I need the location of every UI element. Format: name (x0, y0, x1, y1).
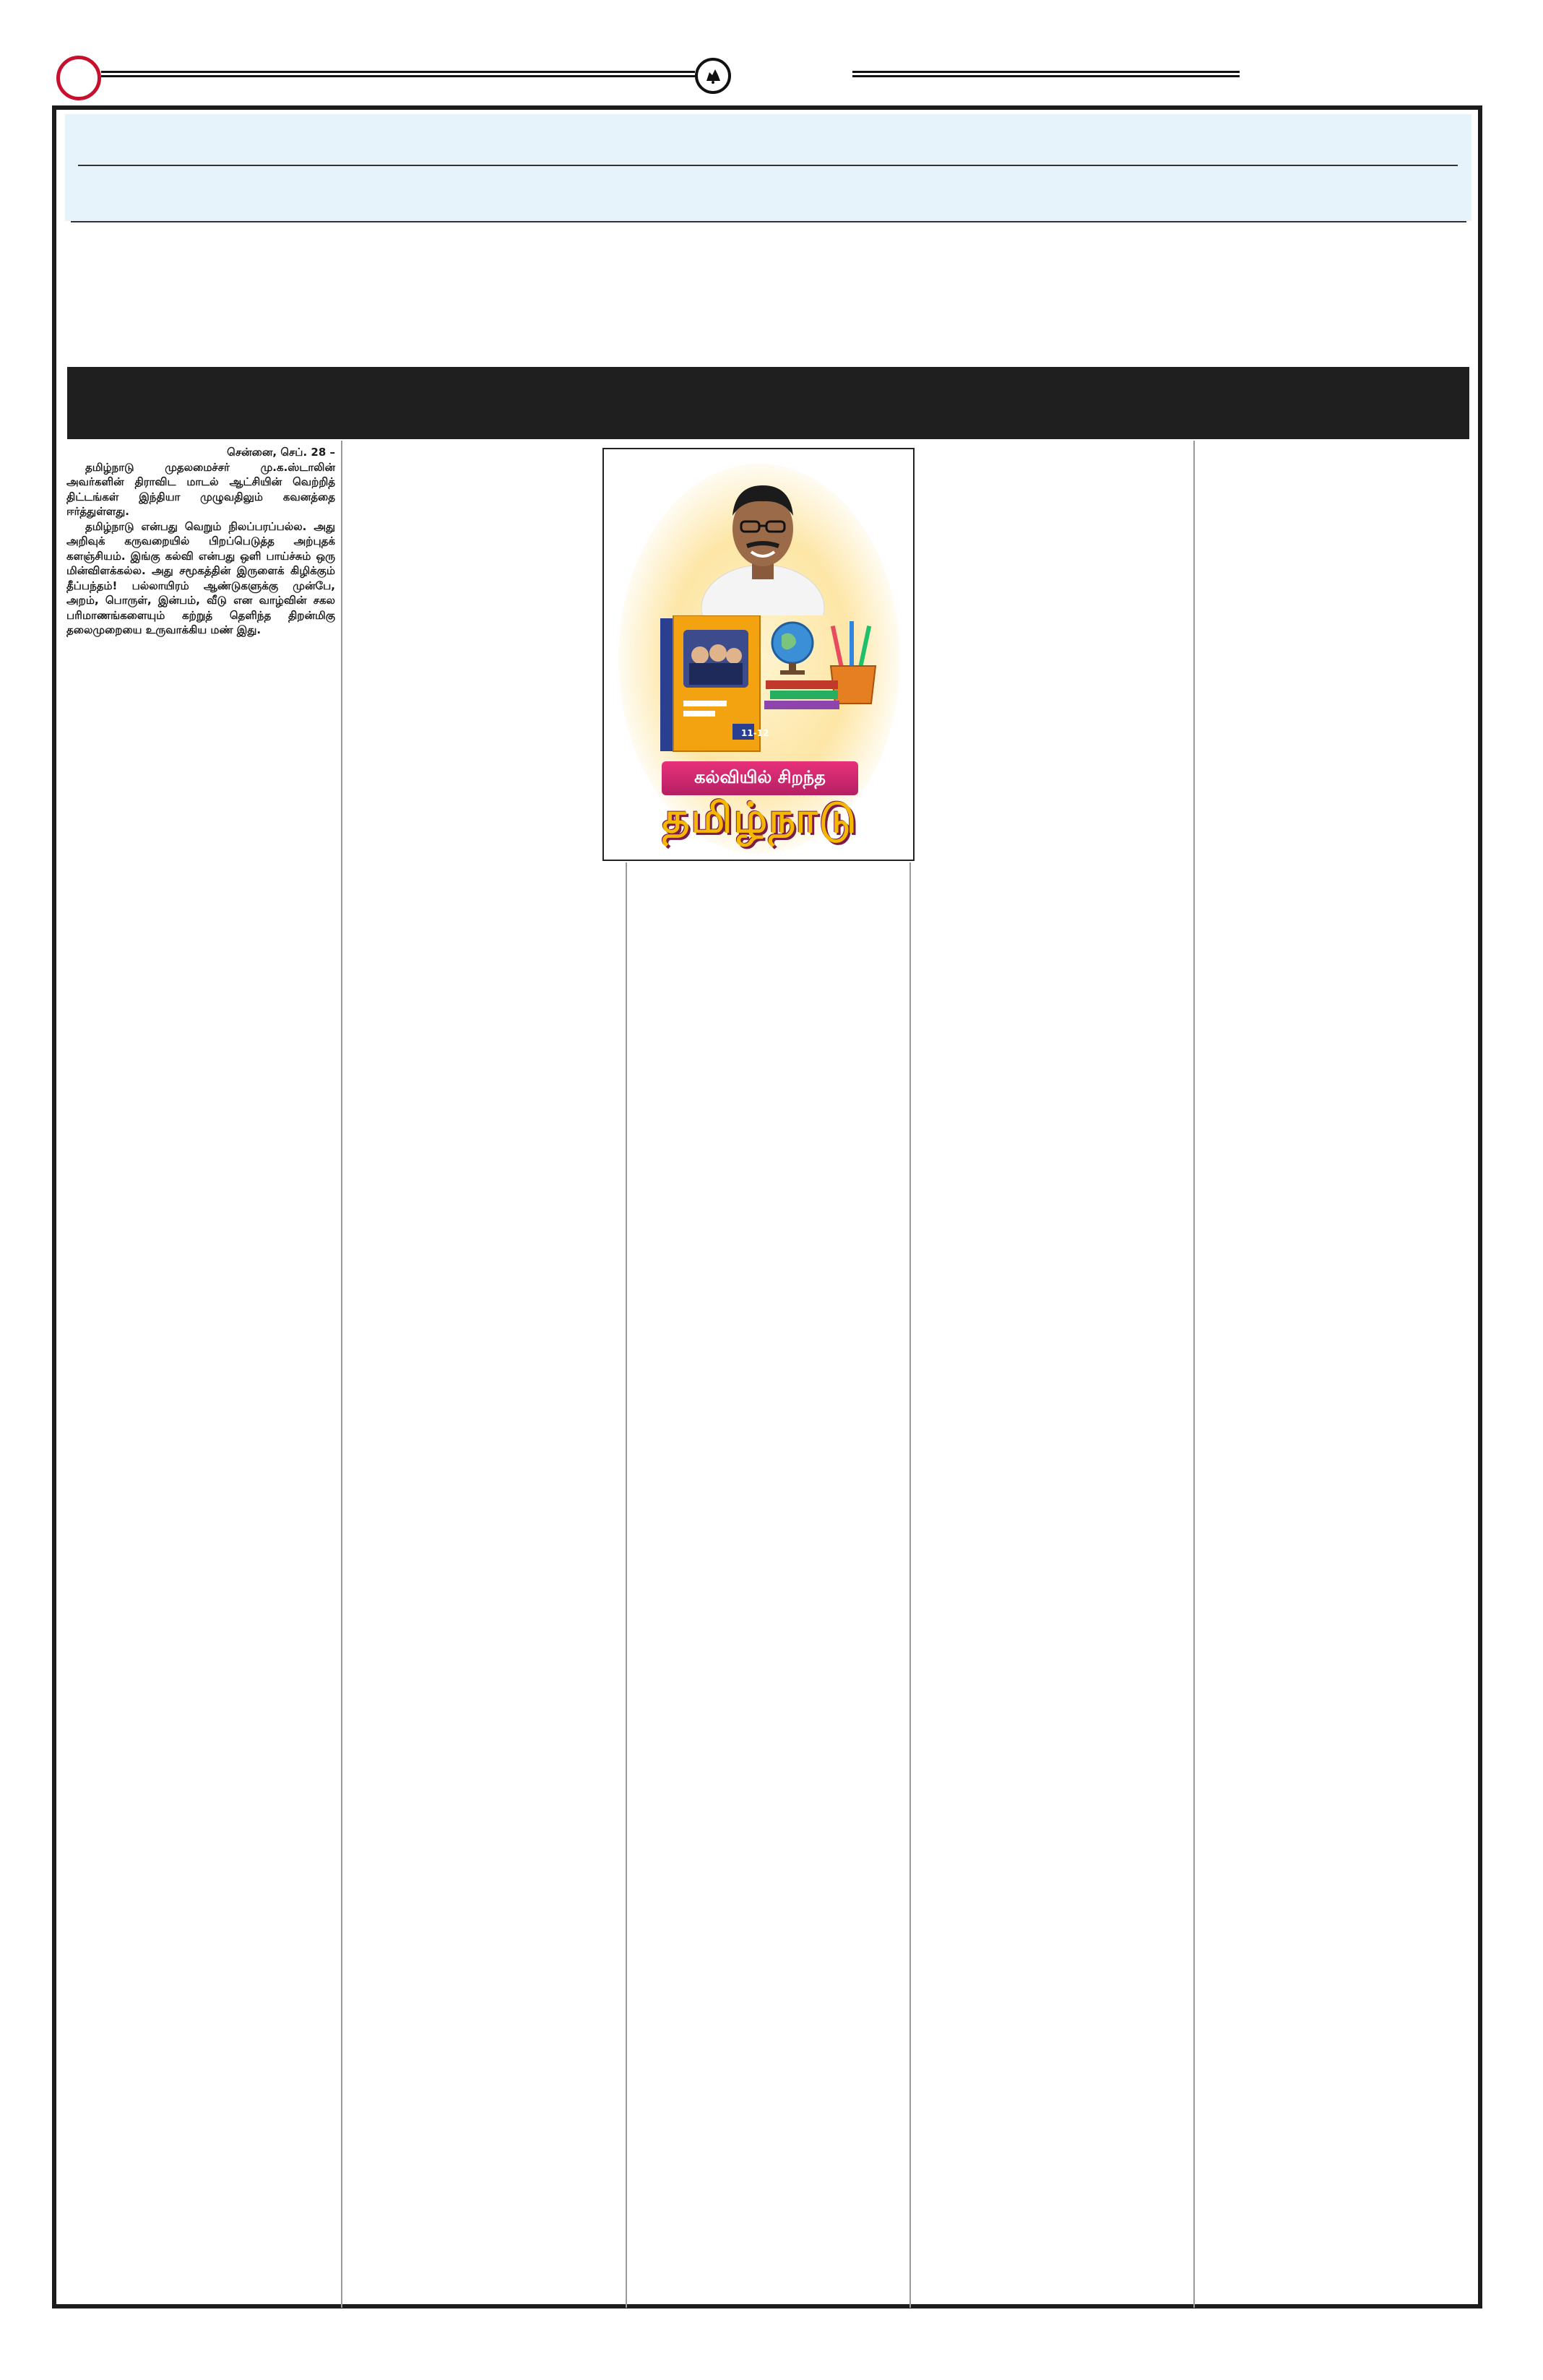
ad-caption: கல்வியில் சிறந்த (662, 761, 858, 795)
header-band-bottom-rule (71, 221, 1466, 222)
column-rule-1 (341, 441, 342, 2308)
header-band (65, 114, 1471, 221)
masthead-rule-right (852, 71, 1240, 77)
globe-icon (767, 620, 818, 678)
column-rule-2 (626, 862, 627, 2308)
headline-banner (67, 367, 1469, 439)
portrait-image (691, 471, 835, 615)
masthead-rule-left (101, 71, 695, 77)
emblem-icon (695, 58, 731, 94)
advertisement (602, 448, 915, 861)
article-paragraph: தமிழ்நாடு என்பது வெறும் நிலப்பரப்பல்ல. அது அறிவுக் கருவறையில் பிறப்பெடுத்த அற்புதக் களஞ்சியம். இங்கு கல்வி என்பது ஒளி பாய்ச்சும் ஒரு மின்விளக்கல்ல. அது சமூகத்தின் இருளைக் கிழிக்கும் தீப்பந்தம்! பல்லாயிரம் ஆண்டுகளுக்கு முன்பே, அறம், பொருள், இன்பம், வீடு என வாழ்வின் சகல பரிமாணங்களையும் கற்றுத் தெளிந்த திறன்மிகு தலைமுறையை உருவாக்கிய மண் இது. (66, 519, 335, 636)
books-stack-icon (763, 678, 842, 714)
article-paragraph: தமிழ்நாடு முதலமைச்சர் மு.க.ஸ்டாலின் அவர்களின் திராவிட மாடல் ஆட்சியின் வெற்றித் திட்டங்கள் இந்தியா முழுவதிலும் கவனத்தை ஈர்த்துள்ளது. (66, 460, 335, 518)
column-rule-4 (1193, 441, 1195, 2308)
article-dateline: சென்னை, செப். 28 – (227, 446, 335, 459)
header-band-rule (78, 165, 1458, 166)
page-marker (56, 56, 101, 100)
column-rule-3 (909, 862, 911, 2308)
book-grade-label: 11-12 (741, 728, 769, 738)
ad-title: தமிழ்நாடு (662, 793, 858, 842)
article-body (66, 445, 335, 638)
